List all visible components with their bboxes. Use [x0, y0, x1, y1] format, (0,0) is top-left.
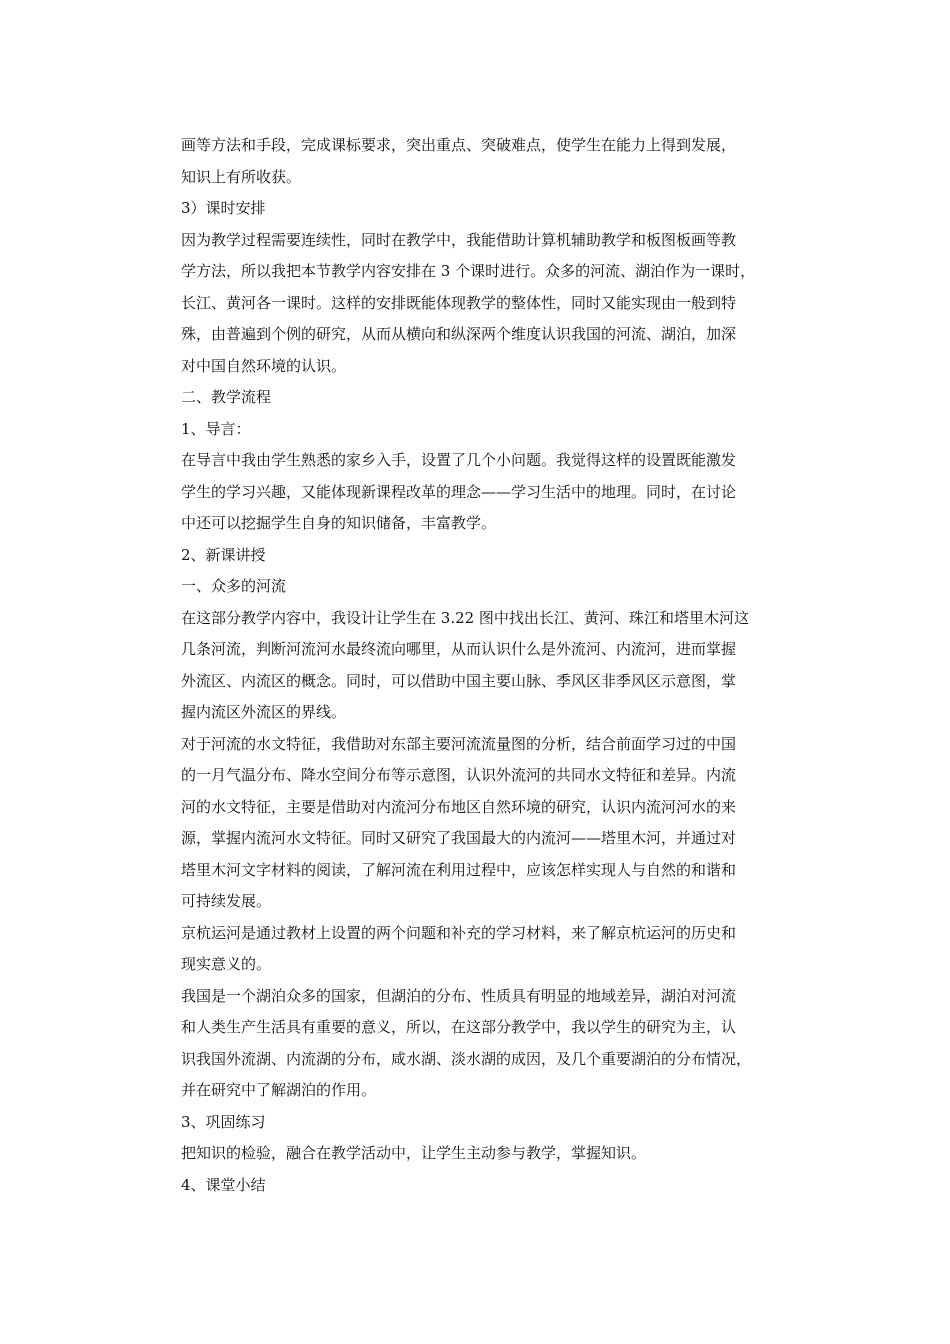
text-line: 4、课堂小结	[181, 1175, 266, 1194]
text-line: 知识上有所收获。	[181, 167, 302, 186]
text-line: 握内流区外流区的界线。	[181, 703, 347, 721]
paragraph	[181, 729, 821, 918]
text-line: 对中国自然环境的认识。	[181, 356, 347, 375]
section-heading	[181, 540, 821, 572]
text-line: 对于河流的水文特征，我借助对东部主要河流流量图的分析，结合前面学习过的中国	[181, 734, 737, 753]
paragraph	[181, 981, 821, 1107]
paragraph	[181, 603, 821, 729]
text-line: 塔里木河文字材料的阅读，了解河流在利用过程中，应该怎样实现人与自然的和谐和	[181, 860, 737, 879]
text-line: 外流区、内流区的概念。同时，可以借助中国主要山脉、季风区非季风区示意图，掌	[181, 671, 737, 690]
text-line: 把知识的检验，融合在教学活动中，让学生主动参与教学，掌握知识。	[181, 1144, 647, 1162]
text-line: 殊，由普遍到个例的研究，从而从横向和纵深两个维度认识我国的河流、湖泊，加深	[181, 325, 737, 343]
paragraph	[181, 225, 821, 383]
document-body	[181, 130, 821, 1201]
section-heading	[181, 571, 821, 603]
text-line: 学方法，所以我把本节教学内容安排在 3 个课时进行。众多的河流、湖泊作为一课时，	[181, 262, 756, 280]
text-line: 长江、黄河各一课时。这样的安排既能体现教学的整体性，同时又能实现由一般到特	[181, 293, 737, 312]
text-line: 源，掌握内流河水文特征。同时又研究了我国最大的内流河——塔里木河，并通过对	[181, 829, 737, 847]
text-line: 几条河流，判断河流河水最终流向哪里，从而认识什么是外流河、内流河，进而掌握	[181, 640, 737, 658]
paragraph	[181, 130, 821, 193]
text-line: 京杭运河是通过教材上设置的两个问题和补充的学习材料，来了解京杭运河的历史和	[181, 923, 737, 942]
paragraph	[181, 445, 821, 540]
text-line: 学生的学习兴趣，又能体现新课程改革的理念——学习生活中的地理。同时，在讨论	[181, 482, 737, 501]
text-line: 和人类生产生活具有重要的意义，所以，在这部分教学中，我以学生的研究为主，认	[181, 1018, 737, 1036]
text-line: 在导言中我由学生熟悉的家乡入手，设置了几个小问题。我觉得这样的设置既能激发	[181, 451, 737, 469]
text-line: 识我国外流湖、内流湖的分布，咸水湖、淡水湖的成因，及几个重要湖泊的分布情况，	[181, 1049, 752, 1068]
text-line: 画等方法和手段，完成课标要求，突出重点、突破难点，使学生在能力上得到发展，	[181, 136, 737, 154]
text-line: 二、教学流程	[181, 388, 272, 406]
paragraph	[181, 918, 821, 981]
text-line: 3、巩固练习	[181, 1112, 266, 1131]
text-line: 的一月气温分布、降水空间分布等示意图，认识外流河的共同水文特征和差异。内流	[181, 766, 737, 784]
text-line: 2、新课讲授	[181, 545, 266, 564]
text-line: 1、导言：	[181, 419, 251, 438]
text-line: 我国是一个湖泊众多的国家，但湖泊的分布、性质具有明显的地域差异，湖泊对河流	[181, 986, 737, 1005]
text-line: 河的水文特征，主要是借助对内流河分布地区自然环境的研究，认识内流河河水的来	[181, 797, 737, 816]
section-heading	[181, 193, 821, 225]
section-heading	[181, 1170, 821, 1202]
section-heading	[181, 382, 821, 414]
text-line: 因为教学过程需要连续性，同时在教学中，我能借助计算机辅助教学和板图板画等教	[181, 230, 737, 249]
text-line: 一、众多的河流	[181, 577, 287, 595]
text-line: 3）课时安排	[181, 199, 266, 217]
text-line: 现实意义的。	[181, 955, 272, 973]
text-line: 可持续发展。	[181, 892, 272, 910]
text-line: 中还可以挖掘学生自身的知识储备，丰富教学。	[181, 514, 497, 532]
section-heading	[181, 414, 821, 446]
paragraph	[181, 1138, 821, 1170]
section-heading	[181, 1107, 821, 1139]
text-line: 在这部分教学内容中，我设计让学生在 3.22 图中找出长江、黄河、珠江和塔里木河这	[181, 608, 749, 627]
text-line: 并在研究中了解湖泊的作用。	[181, 1081, 377, 1099]
